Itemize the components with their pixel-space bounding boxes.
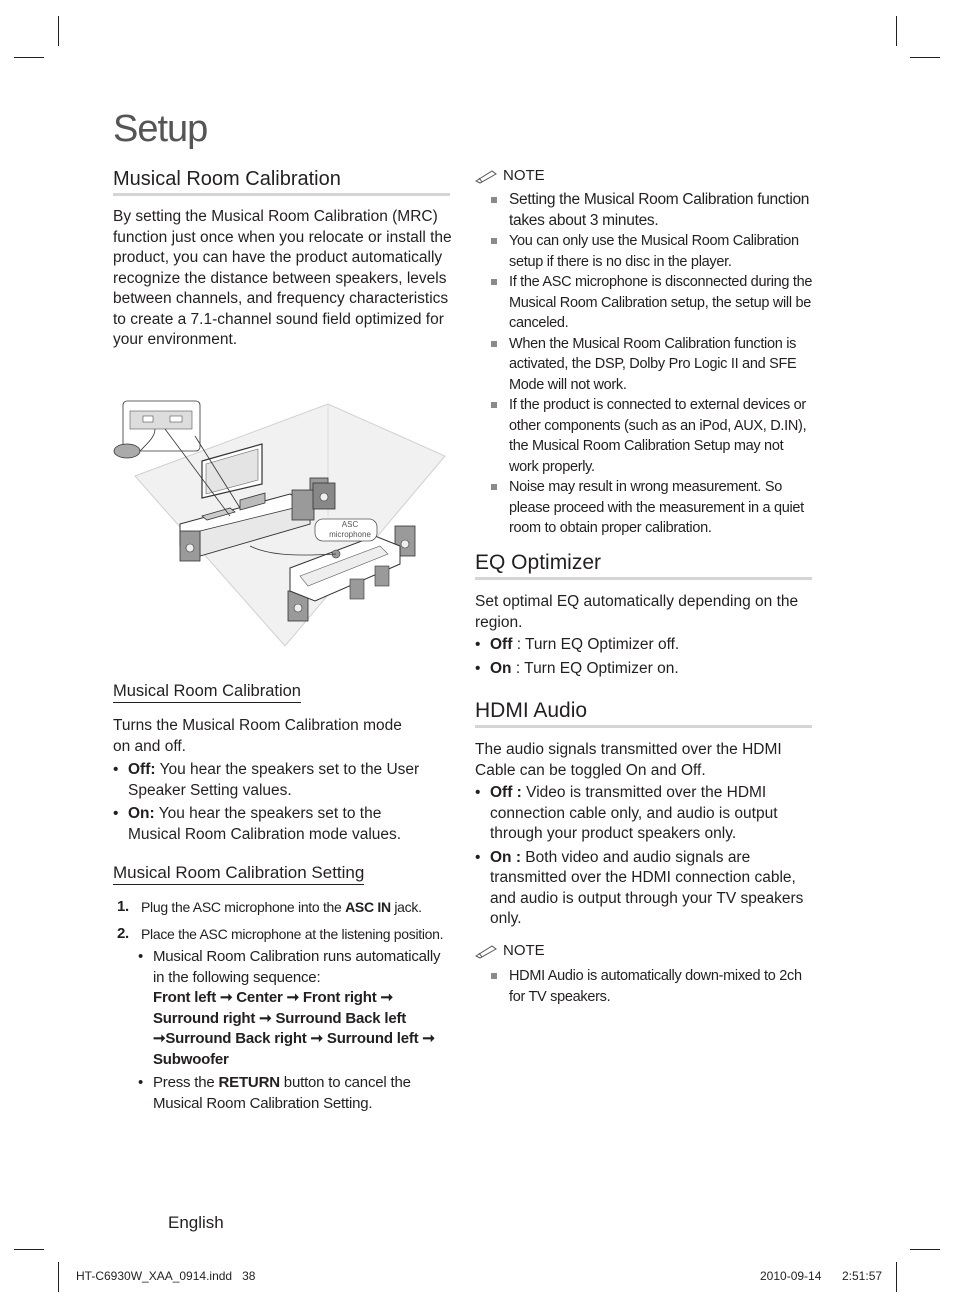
mrc-off-option: • Off: You hear the speakers set to the User Speaker Setting values. bbox=[113, 760, 435, 801]
crop-mark bbox=[896, 16, 897, 46]
note-label: NOTE bbox=[503, 167, 545, 184]
eq-on-option: • On : Turn EQ Optimizer on. bbox=[475, 659, 805, 680]
crop-mark bbox=[58, 1262, 59, 1292]
crop-mark bbox=[14, 1249, 44, 1250]
note-item: HDMI Audio is automatically down-mixed to 2ch for TV speakers. bbox=[475, 966, 805, 1007]
hdmi-description: The audio signals transmitted over the HDMI Cable can be toggled On and Off. bbox=[475, 741, 782, 779]
crop-mark bbox=[910, 57, 940, 58]
mrc-intro: By setting the Musical Room Calibration (MRC) function just once when you relocate or install the product, you can have the product automatically recognize the distance between speakers, levels between channels, and frequency characteristics to create a 7.1-channel sound field optimized for your environment. bbox=[113, 208, 452, 348]
note-label: NOTE bbox=[503, 942, 545, 959]
note-list bbox=[475, 190, 815, 539]
hdmi-off-option: • Off : Video is transmitted over the HDMI connection cable only, and audio is output through your product speakers only. bbox=[475, 783, 805, 845]
section-heading-mrc: Musical Room Calibration bbox=[113, 168, 450, 196]
hdmi-on-option: • On : Both video and audio signals are transmitted over the HDMI connection cable, and audio is output through your TV speakers only. bbox=[475, 848, 805, 930]
note-item: When the Musical Room Calibration function is activated, the DSP, Dolby Pro Logic II and SFE Mode will not work. bbox=[475, 334, 815, 396]
step-2: 2. Place the ASC microphone at the listening position. bbox=[117, 924, 444, 942]
subheading-mrc-setting: Musical Room Calibration Setting bbox=[113, 863, 364, 885]
sequence-bullet: • Musical Room Calibration runs automatically in the following sequence: Front left ➞ Center ➞ Front right ➞ Surround right ➞ Surround Back left ➞Surround Back right ➞ Surround left ➞ Subwoofer bbox=[138, 947, 453, 1070]
mrc-on-option: • On: You hear the speakers set to the Musical Room Calibration mode values. bbox=[113, 804, 435, 845]
eq-description: Set optimal EQ automatically depending on the region. bbox=[475, 593, 799, 631]
note-item: If the ASC microphone is disconnected during the Musical Room Calibration setup, the setup will be canceled. bbox=[475, 272, 815, 334]
asc-label-line2: microphone bbox=[329, 530, 371, 539]
front-left-speaker bbox=[180, 531, 200, 561]
note-pencil-icon bbox=[475, 168, 499, 184]
mrc-mode-description: Turns the Musical Room Calibration mode on and off. bbox=[113, 717, 402, 755]
page-title: Setup bbox=[113, 108, 208, 150]
subwoofer-speaker bbox=[292, 490, 314, 520]
return-bullet: • Press the RETURN button to cancel the Musical Room Calibration Setting. bbox=[138, 1073, 453, 1114]
crop-mark bbox=[896, 1262, 897, 1292]
eq-options bbox=[475, 635, 805, 679]
section-heading-hdmi: HDMI Audio bbox=[475, 699, 812, 728]
footer-file: HT-C6930W_XAA_0914.indd 38 bbox=[76, 1269, 256, 1283]
note-header bbox=[475, 167, 545, 184]
subheading-mrc: Musical Room Calibration bbox=[113, 682, 301, 703]
note-item: Noise may result in wrong measurement. So please proceed with the measurement in a quiet room to obtain proper calibration. bbox=[475, 477, 815, 539]
note-pencil-icon bbox=[475, 943, 499, 959]
footer-language: English bbox=[168, 1213, 224, 1232]
note-item: Setting the Musical Room Calibration function takes about 3 minutes. bbox=[475, 190, 815, 231]
section-heading-eq: EQ Optimizer bbox=[475, 551, 812, 580]
footer-time: 2:51:57 bbox=[842, 1269, 883, 1283]
note-list-2 bbox=[475, 966, 805, 1007]
surround-back-speaker bbox=[313, 483, 335, 509]
footer-date: 2010-09-14 bbox=[760, 1269, 822, 1283]
note-header-2 bbox=[475, 942, 545, 959]
hdmi-options bbox=[475, 783, 805, 930]
crop-mark bbox=[910, 1249, 940, 1250]
eq-off-option: • Off : Turn EQ Optimizer off. bbox=[475, 635, 805, 656]
mrc-steps bbox=[113, 897, 453, 1114]
mrc-options bbox=[113, 760, 435, 845]
crop-mark bbox=[58, 16, 59, 46]
step-1: 1. Plug the ASC microphone into the ASC IN jack. bbox=[117, 898, 422, 915]
room-setup-diagram bbox=[110, 396, 455, 652]
step-2-bullets bbox=[113, 947, 453, 1114]
asc-label-line1: ASC bbox=[341, 520, 359, 529]
note-item: You can only use the Musical Room Calibration setup if there is no disc in the player. bbox=[475, 231, 815, 272]
note-item: If the product is connected to external devices or other components (such as an iPod, AUX, D.IN), the Musical Room Calibration Setup may not work properly. bbox=[475, 395, 815, 477]
crop-mark bbox=[14, 57, 44, 58]
